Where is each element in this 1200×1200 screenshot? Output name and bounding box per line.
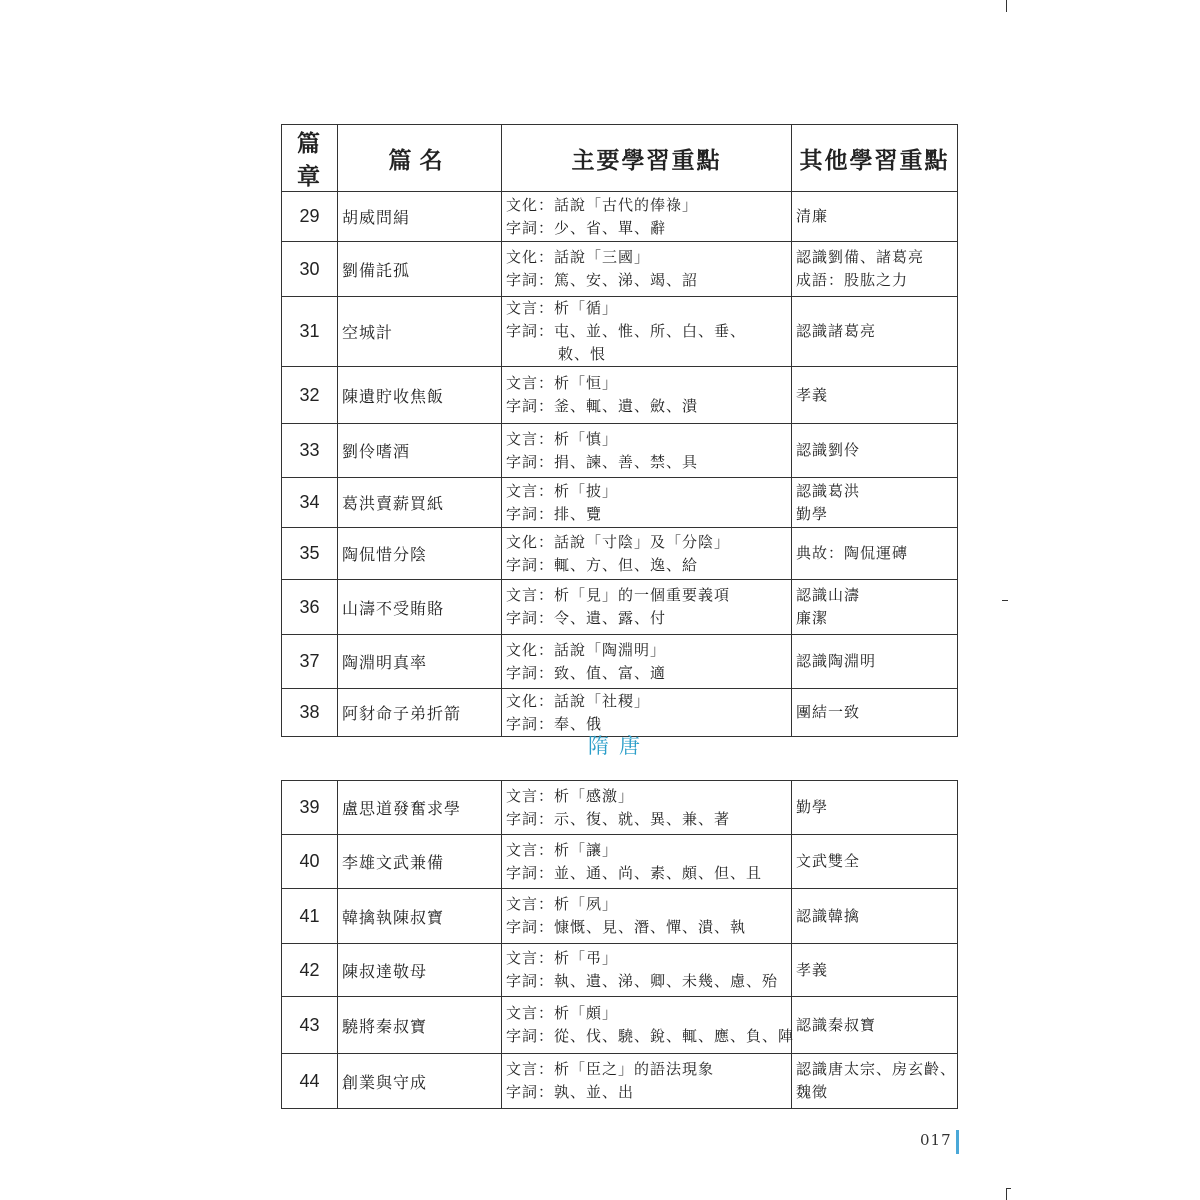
- other-focus-cell: [792, 997, 958, 1054]
- chapter-number: 37: [282, 635, 338, 689]
- other-focus-line: 認識山濤: [796, 586, 861, 604]
- main-focus-cell: [502, 478, 792, 528]
- other-focus-cell: [792, 1054, 958, 1109]
- main-focus-line: 字詞：輒、方、但、逸、給: [506, 555, 699, 574]
- main-focus-line: 文言：析「感激」: [506, 786, 635, 805]
- main-focus-line: 字詞：致、值、富、適: [506, 663, 667, 682]
- main-focus-cell: [502, 1054, 792, 1109]
- page-number: 017: [920, 1131, 952, 1149]
- chapter-number: 32: [282, 367, 338, 424]
- other-focus-line: 認識韓擒: [796, 906, 861, 925]
- other-focus-line: 認識秦叔寶: [796, 1015, 877, 1034]
- main-focus-line: 字詞：令、遺、露、付: [506, 609, 667, 627]
- main-focus-line: 字詞：孰、並、出: [506, 1083, 635, 1101]
- other-focus-cell: [792, 478, 958, 528]
- main-focus-cell: [502, 424, 792, 478]
- chapter-number: 42: [282, 944, 338, 997]
- other-focus-line: 孝義: [796, 385, 829, 404]
- main-focus-line: 字詞：示、復、就、異、兼、著: [506, 809, 731, 828]
- lesson-title: 葛洪賣薪買紙: [338, 478, 502, 528]
- main-focus-line: 文言：析「恒」: [506, 374, 619, 392]
- lesson-title: 劉備託孤: [338, 242, 502, 297]
- lesson-title: 胡威問絹: [338, 192, 502, 242]
- main-focus-line: 字詞：從、伐、驍、銳、輒、應、負、陣: [506, 1027, 795, 1045]
- main-focus-line: 字詞：篤、安、涕、竭、詔: [506, 271, 699, 289]
- main-focus-line: 文言：析「臣之」的語法現象: [506, 1060, 715, 1078]
- header-title: 篇名: [338, 125, 502, 192]
- main-focus-line: 字詞：排、覽: [506, 504, 603, 523]
- chapter-number: 39: [282, 781, 338, 835]
- table-row: [282, 944, 958, 997]
- chapter-number: 31: [282, 297, 338, 367]
- other-focus-line: 認識劉備、諸葛亮: [796, 248, 925, 266]
- table-row: [282, 781, 958, 835]
- other-focus-line: 成語：股肱之力: [796, 271, 909, 289]
- header-other-focus: 其他學習重點: [792, 125, 958, 192]
- chapter-number: 40: [282, 835, 338, 889]
- main-focus-line: 文言：析「頗」: [506, 1004, 619, 1022]
- other-focus-cell: [792, 192, 958, 242]
- main-focus-line: 文言：析「弔」: [506, 949, 619, 967]
- other-focus-cell: [792, 944, 958, 997]
- main-focus-line: 字詞：執、遺、涕、卿、未幾、慮、殆: [506, 972, 779, 990]
- lesson-title: 盧思道發奮求學: [338, 781, 502, 835]
- table-row: [282, 580, 958, 635]
- crop-mark: [1006, 0, 1007, 12]
- other-focus-line: 廉潔: [796, 609, 829, 627]
- other-focus-line: 清廉: [796, 207, 829, 225]
- table-row: [282, 1054, 958, 1109]
- main-focus-line: 文化：話說「社稷」: [506, 691, 651, 710]
- lesson-table-top: [281, 124, 958, 737]
- lesson-title: 李雄文武兼備: [338, 835, 502, 889]
- other-focus-cell: [792, 835, 958, 889]
- table-row: [282, 424, 958, 478]
- other-focus-cell: [792, 367, 958, 424]
- table-row: [282, 835, 958, 889]
- main-focus-line: 文言：析「讓」: [506, 840, 619, 859]
- lesson-title: 陳叔達敬母: [338, 944, 502, 997]
- lesson-title: 陶侃惜分陰: [338, 528, 502, 580]
- main-focus-line: 文化：話說「三國」: [506, 248, 651, 266]
- lesson-title: 陶淵明真率: [338, 635, 502, 689]
- chapter-number: 43: [282, 997, 338, 1054]
- lesson-table-bottom: [281, 780, 958, 1109]
- main-focus-line: 字詞：釜、輒、遺、斂、潰: [506, 397, 699, 415]
- header-main-focus: 主要學習重點: [502, 125, 792, 192]
- main-focus-cell: [502, 997, 795, 1054]
- other-focus-cell: [792, 242, 958, 297]
- main-focus-line: 字詞：屯、並、惟、所、白、垂、: [506, 322, 747, 340]
- main-focus-line: 文言：析「夙」: [506, 895, 619, 913]
- main-focus-line: 文言：析「循」: [506, 299, 619, 317]
- main-focus-line: 文化：話說「寸陰」及「分陰」: [506, 532, 731, 551]
- lesson-title: 驍將秦叔寶: [338, 997, 502, 1054]
- other-focus-line: 典故：陶侃運磚: [796, 544, 909, 562]
- other-focus-cell: [792, 781, 958, 835]
- main-focus-cell: [502, 192, 792, 242]
- chapter-number: 35: [282, 528, 338, 580]
- lesson-title: 創業與守成: [338, 1054, 502, 1109]
- chapter-number: 44: [282, 1054, 338, 1109]
- lesson-title: 劉伶嗜酒: [338, 424, 502, 478]
- main-focus-cell: [502, 635, 792, 689]
- other-focus-cell: [792, 889, 958, 944]
- lesson-title: 山濤不受賄賂: [338, 580, 502, 635]
- crop-mark: [1006, 1188, 1011, 1189]
- main-focus-line: 文化：話說「陶淵明」: [506, 640, 667, 659]
- main-focus-cell: [502, 889, 792, 944]
- chapter-number: 30: [282, 242, 338, 297]
- other-focus-line: 孝義: [796, 960, 829, 979]
- table-body: [282, 781, 958, 1109]
- main-focus-cell: [502, 528, 792, 580]
- other-focus-line: 認識唐太宗、房玄齡、: [796, 1060, 957, 1078]
- main-focus-line: 字詞：並、通、尚、素、頗、但、且: [506, 863, 763, 882]
- other-focus-line: 文武雙全: [796, 852, 861, 870]
- main-focus-line: 字詞：慷慨、見、潛、憚、潰、執: [506, 918, 747, 936]
- main-focus-line: 敕、恨: [558, 345, 607, 363]
- lesson-title: 韓擒執陳叔寶: [338, 889, 502, 944]
- other-focus-line: 認識劉伶: [796, 441, 861, 459]
- main-focus-line: 文言：析「披」: [506, 481, 619, 500]
- other-focus-line: 認識諸葛亮: [796, 322, 877, 340]
- lesson-title: 陳遺貯收焦飯: [338, 367, 502, 424]
- main-focus-line: 字詞：捐、諫、善、禁、具: [506, 452, 699, 471]
- chapter-number: 36: [282, 580, 338, 635]
- main-focus-cell: [502, 367, 792, 424]
- table-row: [282, 635, 958, 689]
- main-focus-line: 字詞：少、省、單、辭: [506, 218, 667, 237]
- other-focus-line: 認識葛洪: [796, 481, 861, 500]
- main-focus-line: 文言：析「見」的一個重要義項: [506, 586, 731, 604]
- table-row: [282, 478, 958, 528]
- other-focus-cell: [792, 580, 958, 635]
- table-row: [282, 528, 958, 580]
- main-focus-cell: [502, 580, 792, 635]
- crop-mark: [1002, 600, 1008, 601]
- chapter-number: 33: [282, 424, 338, 478]
- other-focus-line: 認識陶淵明: [796, 652, 877, 670]
- main-focus-cell: [502, 297, 792, 367]
- page-footer: [920, 1130, 952, 1154]
- crop-mark: [1006, 1188, 1007, 1200]
- main-focus-cell: [502, 835, 792, 889]
- other-focus-cell: [792, 297, 958, 367]
- other-focus-line: 勤學: [796, 504, 829, 523]
- chapter-number: 41: [282, 889, 338, 944]
- main-focus-cell: [502, 781, 792, 835]
- table-row: [282, 367, 958, 424]
- era-heading: 隋唐: [588, 734, 650, 758]
- other-focus-line: 魏徵: [796, 1083, 829, 1101]
- table-body: [282, 192, 958, 737]
- main-focus-line: 字詞：奉、俄: [506, 714, 603, 733]
- table-row: [282, 242, 958, 297]
- other-focus-cell: [792, 528, 958, 580]
- main-focus-cell: [502, 944, 792, 997]
- chapter-number: 38: [282, 689, 338, 737]
- main-focus-cell: [502, 242, 792, 297]
- main-focus-line: 文言：析「慎」: [506, 429, 619, 448]
- lesson-title: 阿豺命子弟折箭: [338, 689, 502, 737]
- other-focus-line: 勤學: [796, 798, 829, 816]
- chapter-number: 34: [282, 478, 338, 528]
- other-focus-cell: [792, 424, 958, 478]
- table-row: [282, 997, 958, 1054]
- lesson-title: 空城計: [338, 297, 502, 367]
- chapter-number: 29: [282, 192, 338, 242]
- footer-accent-bar: [956, 1130, 959, 1154]
- table-row: [282, 297, 958, 367]
- table-row: [282, 192, 958, 242]
- other-focus-cell: [792, 635, 958, 689]
- header-chapter: 篇章: [282, 125, 338, 192]
- table-row: [282, 889, 958, 944]
- other-focus-line: 團結一致: [796, 703, 861, 721]
- main-focus-line: 文化：話說「古代的俸祿」: [506, 195, 699, 214]
